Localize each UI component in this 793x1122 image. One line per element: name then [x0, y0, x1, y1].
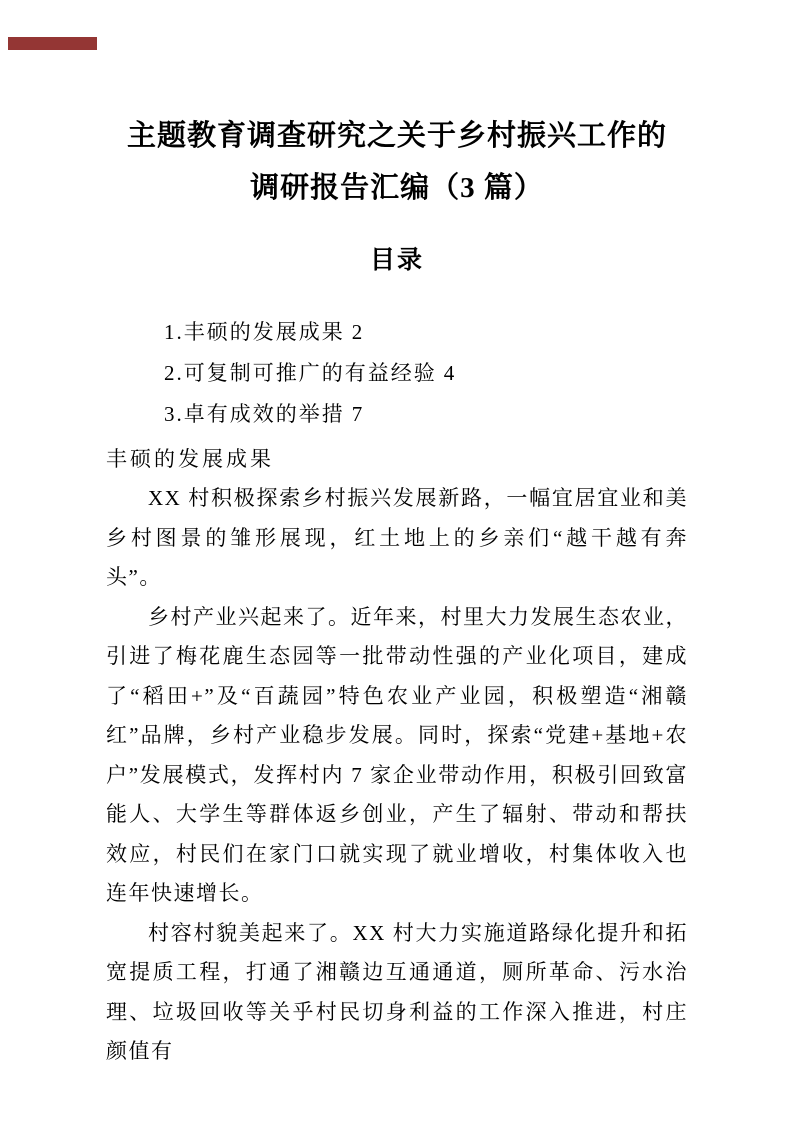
top-accent-bar	[8, 37, 97, 50]
document-content	[106, 0, 688, 1072]
toc-item-2-label: 2.可复制可推广的有益经验	[164, 361, 437, 385]
body-paragraph-3: 村容村貌美起来了。XX 村大力实施道路绿化提升和拓宽提质工程，打通了湘赣边互通通道，厕所革命、污水治理、垃圾回收等关乎村民切身利益的工作深入推进，村庄颜值有	[106, 920, 688, 1063]
toc-item-1-page-number: 2	[351, 320, 363, 344]
toc-item-2[interactable]	[106, 353, 688, 394]
toc-item-3-label: 3.卓有成效的举措	[164, 402, 345, 426]
toc-item-1-label: 1.丰硕的发展成果	[164, 320, 345, 344]
toc-item-3-page-number: 7	[351, 402, 363, 426]
document-title-line2: 调研报告汇编（3 篇）	[250, 172, 544, 204]
document-title-line1: 主题教育调查研究之关于乡村振兴工作的	[126, 120, 667, 152]
toc-item-2-page-number: 4	[443, 361, 455, 385]
toc-item-3[interactable]	[106, 394, 688, 435]
section-heading: 丰硕的发展成果	[106, 447, 274, 471]
toc-heading: 目录	[369, 247, 424, 274]
body-paragraph-2: 乡村产业兴起来了。近年来，村里大力发展生态农业，引进了梅花鹿生态园等一批带动性强的产业化项目，建成了“稻田+”及“百蔬园”特色农业产业园，积极塑造“湘赣红”品牌，乡村产业稳步发展。同时，探索“党建+基地+农户”发展模式，发挥村内 7 家企业带动作用，积极引回致富能人、大学生等群体返乡创业，产生了辐射、带动和帮扶效应，村民们在家门口就实现了就业增收，村集体收入也连年快速增长。	[106, 604, 688, 905]
body-paragraph-1: XX 村积极探索乡村振兴发展新路，一幅宜居宜业和美乡村图景的雏形展现，红土地上的乡亲们“越干越有奔头”。	[106, 486, 688, 589]
document-title	[106, 0, 688, 214]
toc-item-1[interactable]	[106, 312, 688, 353]
toc-list	[106, 312, 688, 435]
